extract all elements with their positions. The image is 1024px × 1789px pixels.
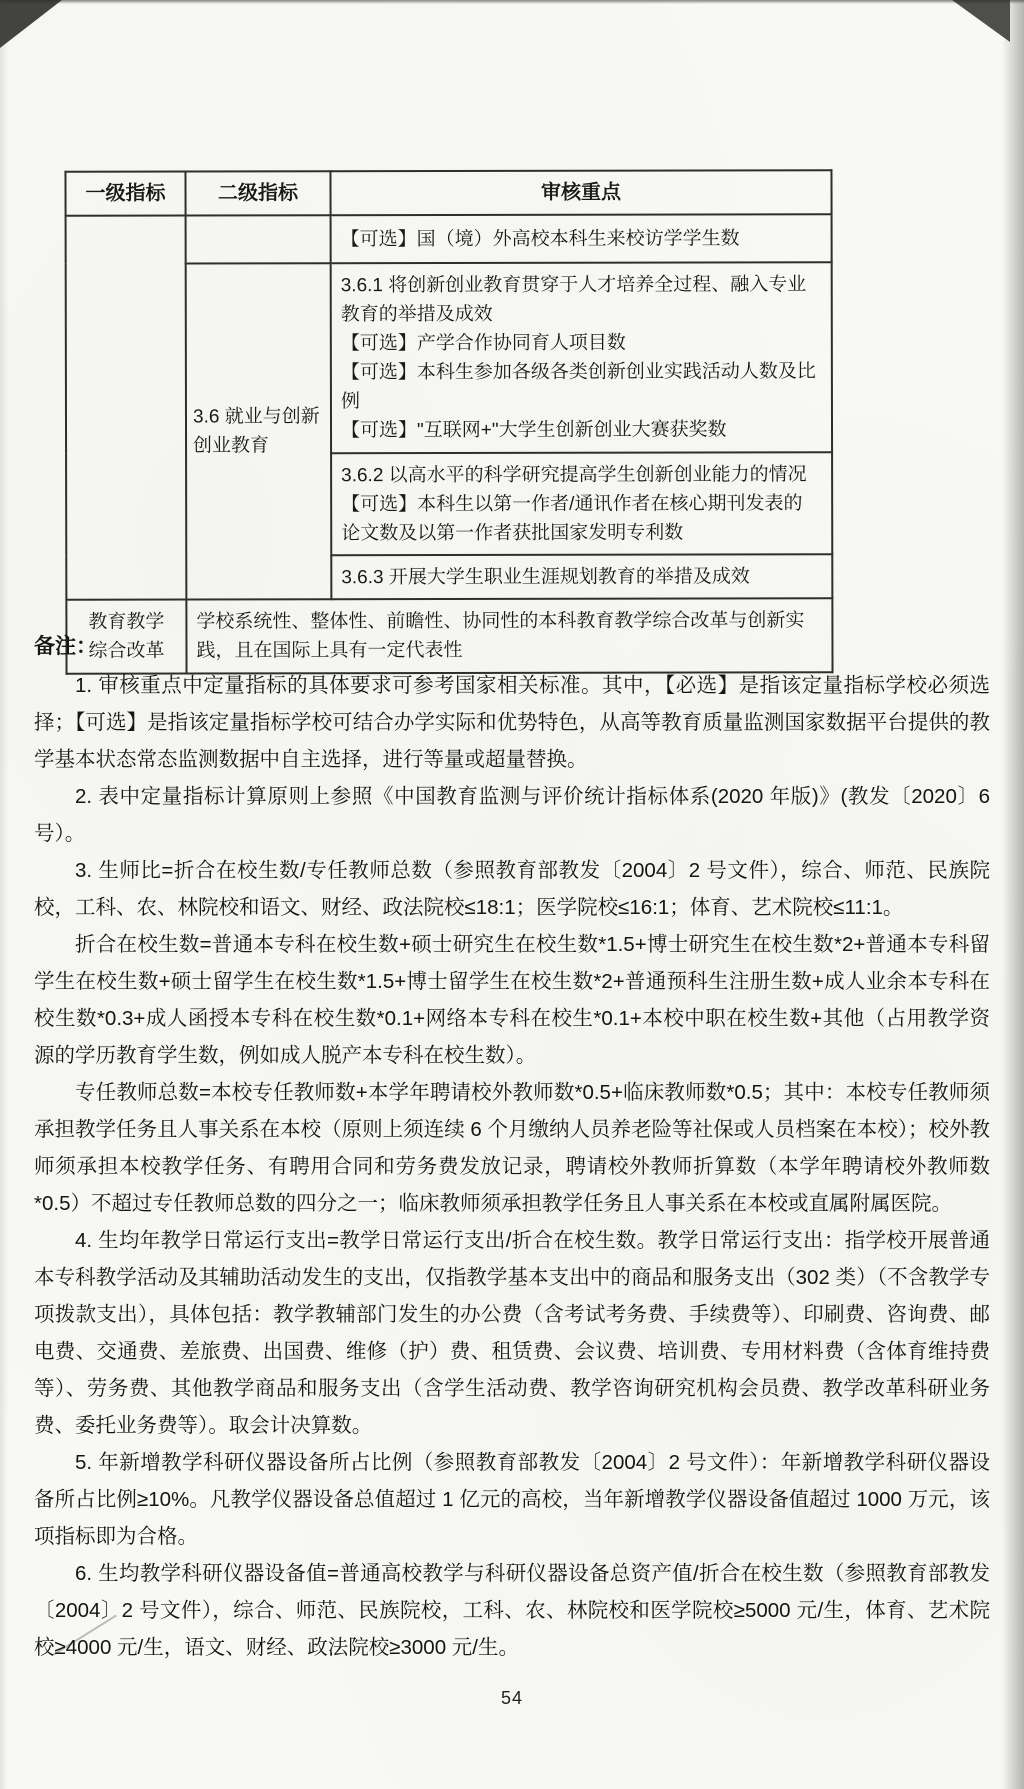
column-header-level2-indicator: 二级指标 — [185, 171, 330, 215]
audit-focus-table — [64, 169, 833, 675]
table-row-optional-intl — [66, 214, 832, 264]
note-paragraph-2: 2. 表中定量指标计算原则上参照《中国教育监测与评价统计指标体系(2020 年版)》(教发〔2020〕6 号）。 — [34, 785, 990, 845]
scan-shadow-top-edge — [0, 0, 1024, 4]
scan-artifact-corner-top-left-icon — [0, 0, 62, 48]
note-paragraph-6: 6. 生均教学科研仪器设备值=普通高校教学与科研仪器设备总资产值/折合在校生数（参照教育部教发〔2004〕2 号文件），综合、师范、民族院校，工科、农、林院校和医学院校≥5000 元/生，体育、艺术院校≥4000 元/生，语文、财经、政法院校≥3000 元/生。 — [34, 1562, 990, 1659]
note-paragraph-5: 5. 年新增教学科研仪器设备所占比例（参照教育部教发〔2004〕2 号文件）：年新增教学科研仪器设备所占比例≥10%。凡教学仪器设备总值超过 1 亿元的高校，当年新增教学仪器设备值超过 1000 万元，该项指标即为合格。 — [34, 1451, 990, 1548]
notes-section — [34, 628, 990, 1666]
table-header-row — [65, 170, 831, 216]
cell-focus-reform: 学校系统性、整体性、前瞻性、协同性的本科教育教学综合改革与创新实践，且在国际上具有一定代表性 — [186, 598, 832, 673]
column-header-audit-focus: 审核重点 — [330, 170, 831, 215]
cell-level1-reform: 教育教学 综合改革 — [66, 600, 186, 674]
scan-shadow-right-edge — [1002, 0, 1024, 1789]
cell-level1-empty — [66, 216, 187, 600]
scan-shadow-left-edge — [0, 0, 8, 1789]
column-header-level1-indicator: 一级指标 — [65, 172, 185, 216]
cell-focus-361: 3.6.1 将创新创业教育贯穿于人才培养全过程、融入专业 教育的举措及成效 【可选】产学合作协同育人项目数 【可选】本科生参加各级各类创新创业实践活动人数及比 例 【可选】"互联网+"大学生创新创业大赛获奖数 — [331, 262, 832, 453]
cell-focus-intl-students: 【可选】国（境）外高校本科生来校访学学生数 — [331, 214, 832, 263]
note-paragraph-3: 3. 生师比=折合在校生数/专任教师总数（参照教育部教发〔2004〕2 号文件），综合、师范、民族院校，工科、农、林院校和语文、财经、政法院校≤18:1；医学院校≤16:1；体育、艺术院校≤11:1。 — [34, 859, 990, 919]
note-paragraph-converted-enrollment-formula: 折合在校生数=普通本专科在校生数+硕士研究生在校生数*1.5+博士研究生在校生数*2+普通本专科留学生在校生数+硕士留学生在校生数*1.5+博士留学生在校生数*2+普通预科生注册生数+成人业余本专科在校生数*0.3+成人函授本专科在校生数*0.1+网络本专科在校生*0.1+本校中职在校生数+其他（占用教学资源的学历教育学生数，例如成人脱产本专科在校生数）。 — [34, 933, 990, 1067]
note-paragraph-fulltime-teacher-formula: 专任教师总数=本校专任教师数+本学年聘请校外教师数*0.5+临床教师数*0.5；其中：本校专任教师须承担教学任务且人事关系在本校（原则上须连续 6 个月缴纳人员养老险等社保或人员档案在本校）；校外教师须承担本校教学任务、有聘用合同和劳务费发放记录，聘请校外教师折算数（本学年聘请校外教师数*0.5）不超过专任教师总数的四分之一；临床教师须承担教学任务且人事关系在本校或直属附属医院。 — [34, 1081, 990, 1215]
notes-label: 备注： — [34, 635, 97, 658]
cell-focus-362: 3.6.2 以高水平的科学研究提高学生创新创业能力的情况 【可选】本科生以第一作者/通讯作者在核心期刊发表的 论文数及以第一作者获批国家发明专利数 — [331, 452, 832, 555]
note-paragraph-1: 1. 审核重点中定量指标的具体要求可参考国家相关标准。其中，【必选】是指该定量指标学校必须选择；【可选】是指该定量指标学校可结合办学实际和优势特色，从高等教育质量监测国家数据平台提供的教学基本状态常态监测数据中自主选择，进行等量或超量替换。 — [34, 674, 990, 771]
cell-level2-employment-innovation: 3.6 就业与创新 创业教育 — [186, 263, 332, 599]
cell-focus-363: 3.6.3 开展大学生职业生涯规划教育的举措及成效 — [331, 554, 832, 599]
note-paragraph-4: 4. 生均年教学日常运行支出=教学日常运行支出/折合在校生数。教学日常运行支出：指学校开展普通本专科教学活动及其辅助活动发生的支出，仅指教学基本支出中的商品和服务支出（302 类）（不含教学专项拨款支出），具体包括：教学教辅部门发生的办公费（含考试考务费、手续费等）、印刷费、咨询费、邮电费、交通费、差旅费、出国费、维修（护）费、租赁费、会议费、培训费、专用材料费（含体育维持费等）、劳务费、其他教学商品和服务支出（含学生活动费、教学咨询研究机构会员费、教学改革科研业务费、委托业务费等）。取会计决算数。 — [34, 1229, 990, 1437]
page-number: 54 — [500, 1688, 524, 1708]
cell-level2-empty — [186, 215, 331, 263]
